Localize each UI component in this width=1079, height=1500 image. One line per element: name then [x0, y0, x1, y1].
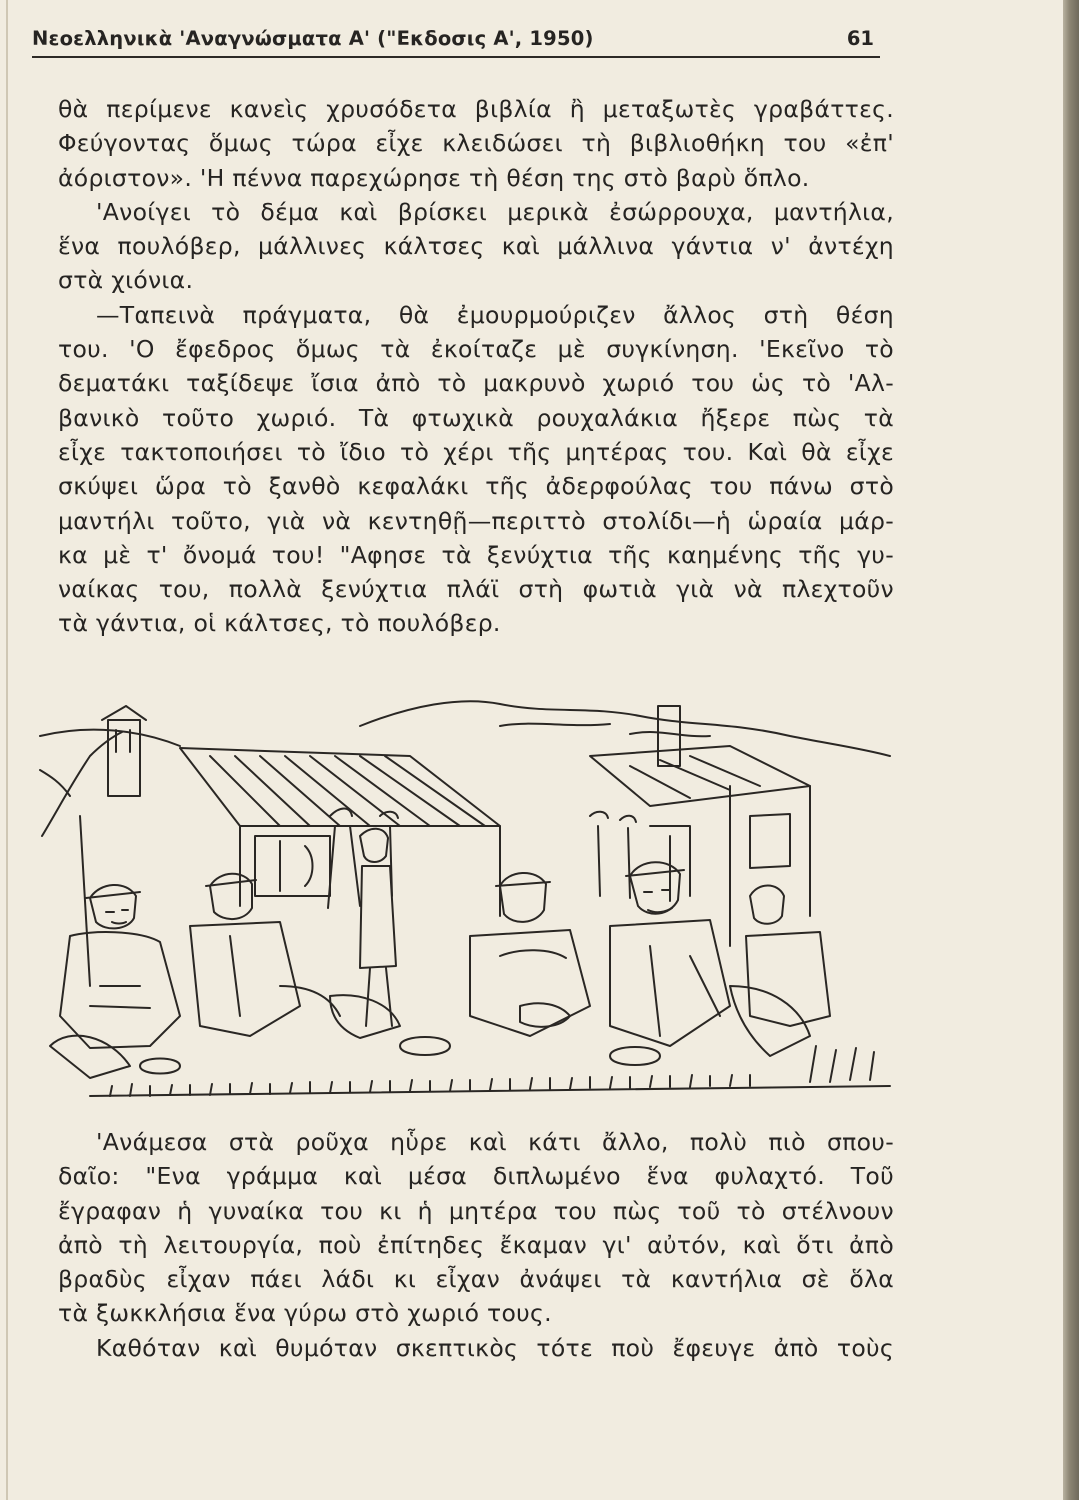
text-line: τὰ γάντια, οἱ κάλτσες, τὸ πουλόβερ. — [58, 609, 501, 638]
text-line: βραδὺς εἶχαν πάει λάδι κι εἶχαν ἀνάψει τὰ καντήλια σὲ ὅλα — [58, 1265, 894, 1294]
text-line: δεματάκι ταξίδεψε ἴσια ἀπὸ τὸ μακρυνὸ χωριό του ὡς τὸ 'Αλ- — [58, 369, 894, 398]
text-line: —Ταπεινὰ πράγματα, θὰ ἐμουρμούριζεν ἄλλος στὴ θέση — [96, 300, 894, 329]
text-line: ἔγραφαν ἡ γυναίκα του κι ἡ μητέρα του πὼς τοῦ τὸ στέλνουν — [58, 1196, 894, 1225]
page-number: 61 — [846, 27, 874, 50]
text-line: του. 'Ο ἔφεδρος ὅμως τὰ ἐκοίταζε μὲ συγκίνηση. 'Εκεῖνο τὸ — [58, 335, 894, 364]
text-line: κα μὲ τ' ὄνομά του! "Αφησε τὰ ξενύχτια τῆς καημένης τῆς γυ- — [58, 540, 894, 569]
soldiers-village-drawing — [30, 686, 896, 1116]
text-line: εἶχε τακτοποιήσει τὸ ἴδιο τὸ χέρι τῆς μητέρας του. Καὶ θὰ εἶχε — [58, 437, 894, 466]
paragraph — [58, 92, 894, 195]
text-line: ναίκας του, πολλὰ ξενύχτια πλάϊ στὴ φωτιὰ γιὰ νὰ πλεχτοῦν — [58, 575, 894, 604]
paragraph — [58, 1331, 894, 1365]
running-title: Νεοελληνικὰ 'Αναγνώσματα Α' ("Εκδοσις Α', 1950) — [32, 27, 594, 50]
paragraph — [58, 1125, 894, 1331]
text-line: Καθόταν καὶ θυμόταν σκεπτικὸς τότε ποὺ ἔφευγε ἀπὸ τοὺς — [96, 1333, 894, 1362]
book-edge — [1063, 0, 1079, 1500]
text-line: στὰ χιόνια. — [58, 266, 194, 295]
text-line: ἀπὸ τὴ λειτουργία, ποὺ ἐπίτηδες ἔκαμαν γι' αὐτόν, καὶ ὅτι ἀπὸ — [58, 1230, 894, 1259]
text-line: τὰ ξωκκλήσια ἕνα γύρω στὸ χωριό τους. — [58, 1299, 552, 1328]
text-line: θὰ περίμενε κανεὶς χρυσόδετα βιβλία ἢ μεταξωτὲς γραβάττες. — [58, 95, 894, 123]
text-block-bottom — [58, 1125, 894, 1365]
text-line: μαντήλι τοῦτο, γιὰ νὰ κεντηθῇ—περιττὸ στολίδι—ἡ ὡραία μάρ- — [58, 506, 894, 535]
text-line: Φεύγοντας ὅμως τώρα εἶχε κλειδώσει τὴ βιβλιοθήκη του «ἐπ' — [58, 129, 894, 158]
text-line: δαῖο: "Ενα γράμμα καὶ μέσα διπλωμένο ἕνα φυλαχτό. Τοῦ — [58, 1162, 894, 1191]
illustration-soldiers-village — [30, 686, 896, 1116]
text-line: σκύψει ὥρα τὸ ξανθὸ κεφαλάκι τῆς ἀδερφούλας του πάνω στὸ — [58, 472, 894, 501]
page-margin-line — [6, 0, 8, 1500]
text-line: 'Ανάμεσα στὰ ροῦχα ηὗρε καὶ κάτι ἄλλο, πολὺ πιὸ σπου- — [96, 1128, 894, 1156]
text-line: βανικὸ τοῦτο χωριό. Τὰ φτωχικὰ ρουχαλάκια ἤξερε πὼς τὰ — [58, 403, 894, 432]
text-line: ἕνα πουλόβερ, μάλλινες κάλτσες καὶ μάλλινα γάντια ν' ἀντέχη — [58, 232, 894, 261]
running-header — [32, 24, 880, 58]
text-line: 'Ανοίγει τὸ δέμα καὶ βρίσκει μερικὰ ἐσώρρουχα, μαντήλια, — [96, 197, 894, 226]
text-line: ἀόριστον». 'Η πέννα παρεχώρησε τὴ θέση της στὸ βαρὺ ὅπλο. — [58, 163, 810, 192]
text-block-top — [58, 92, 894, 641]
paragraph — [58, 195, 894, 298]
paragraph — [58, 298, 894, 641]
